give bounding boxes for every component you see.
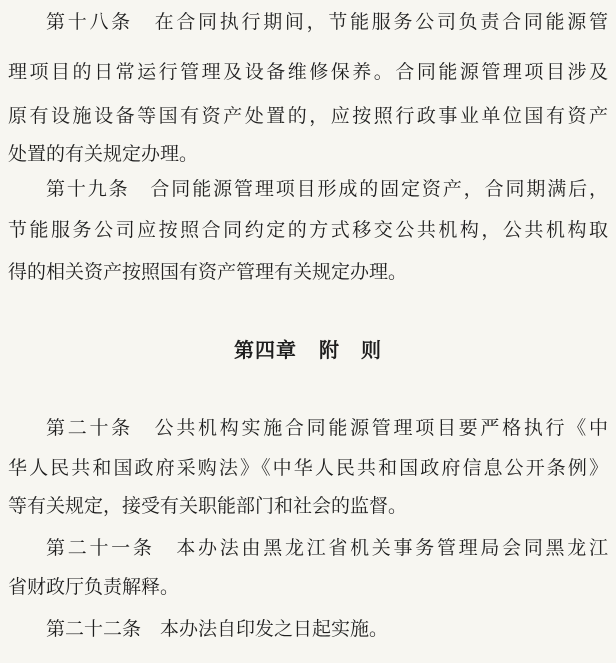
article-22-line-1: 第二十二条 本办法自印发之日起实施。: [46, 618, 389, 640]
article-18-line-2: 理项目的日常运行管理及设备维修保养。合同能源管理项目涉及: [8, 61, 608, 83]
chapter-title: 附 则: [319, 338, 382, 362]
article-21-line-1: 第二十一条 本办法由黑龙江省机关事务管理局会同黑龙江: [46, 537, 608, 559]
article-18-line-3: 原有设施设备等国有资产处置的，应按照行政事业单位国有资产: [8, 105, 608, 127]
article-18-line-1: 第十八条 在合同执行期间，节能服务公司负责合同能源管: [46, 11, 608, 33]
article-19-line-2: 节能服务公司应按照合同约定的方式移交公共机构，公共机构取: [8, 219, 608, 241]
chapter-heading: [0, 332, 616, 368]
article-21-line-2: 省财政厅负责解释。: [8, 576, 180, 598]
article-19-line-1: 第十九条 合同能源管理项目形成的固定资产，合同期满后，: [46, 178, 608, 200]
article-20-line-3: 等有关规定，接受有关职能部门和社会的监督。: [8, 495, 408, 517]
article-19-line-3: 得的相关资产按照国有资产管理有关规定办理。: [8, 261, 408, 283]
article-20-line-1: 第二十条 公共机构实施合同能源管理项目要严格执行《中: [46, 417, 608, 439]
article-20-line-2: 华人民共和国政府采购法》《中华人民共和国政府信息公开条例》: [8, 457, 608, 479]
article-18-line-4: 处置的有关规定办理。: [8, 143, 199, 165]
chapter-number: 第四章: [234, 338, 297, 362]
